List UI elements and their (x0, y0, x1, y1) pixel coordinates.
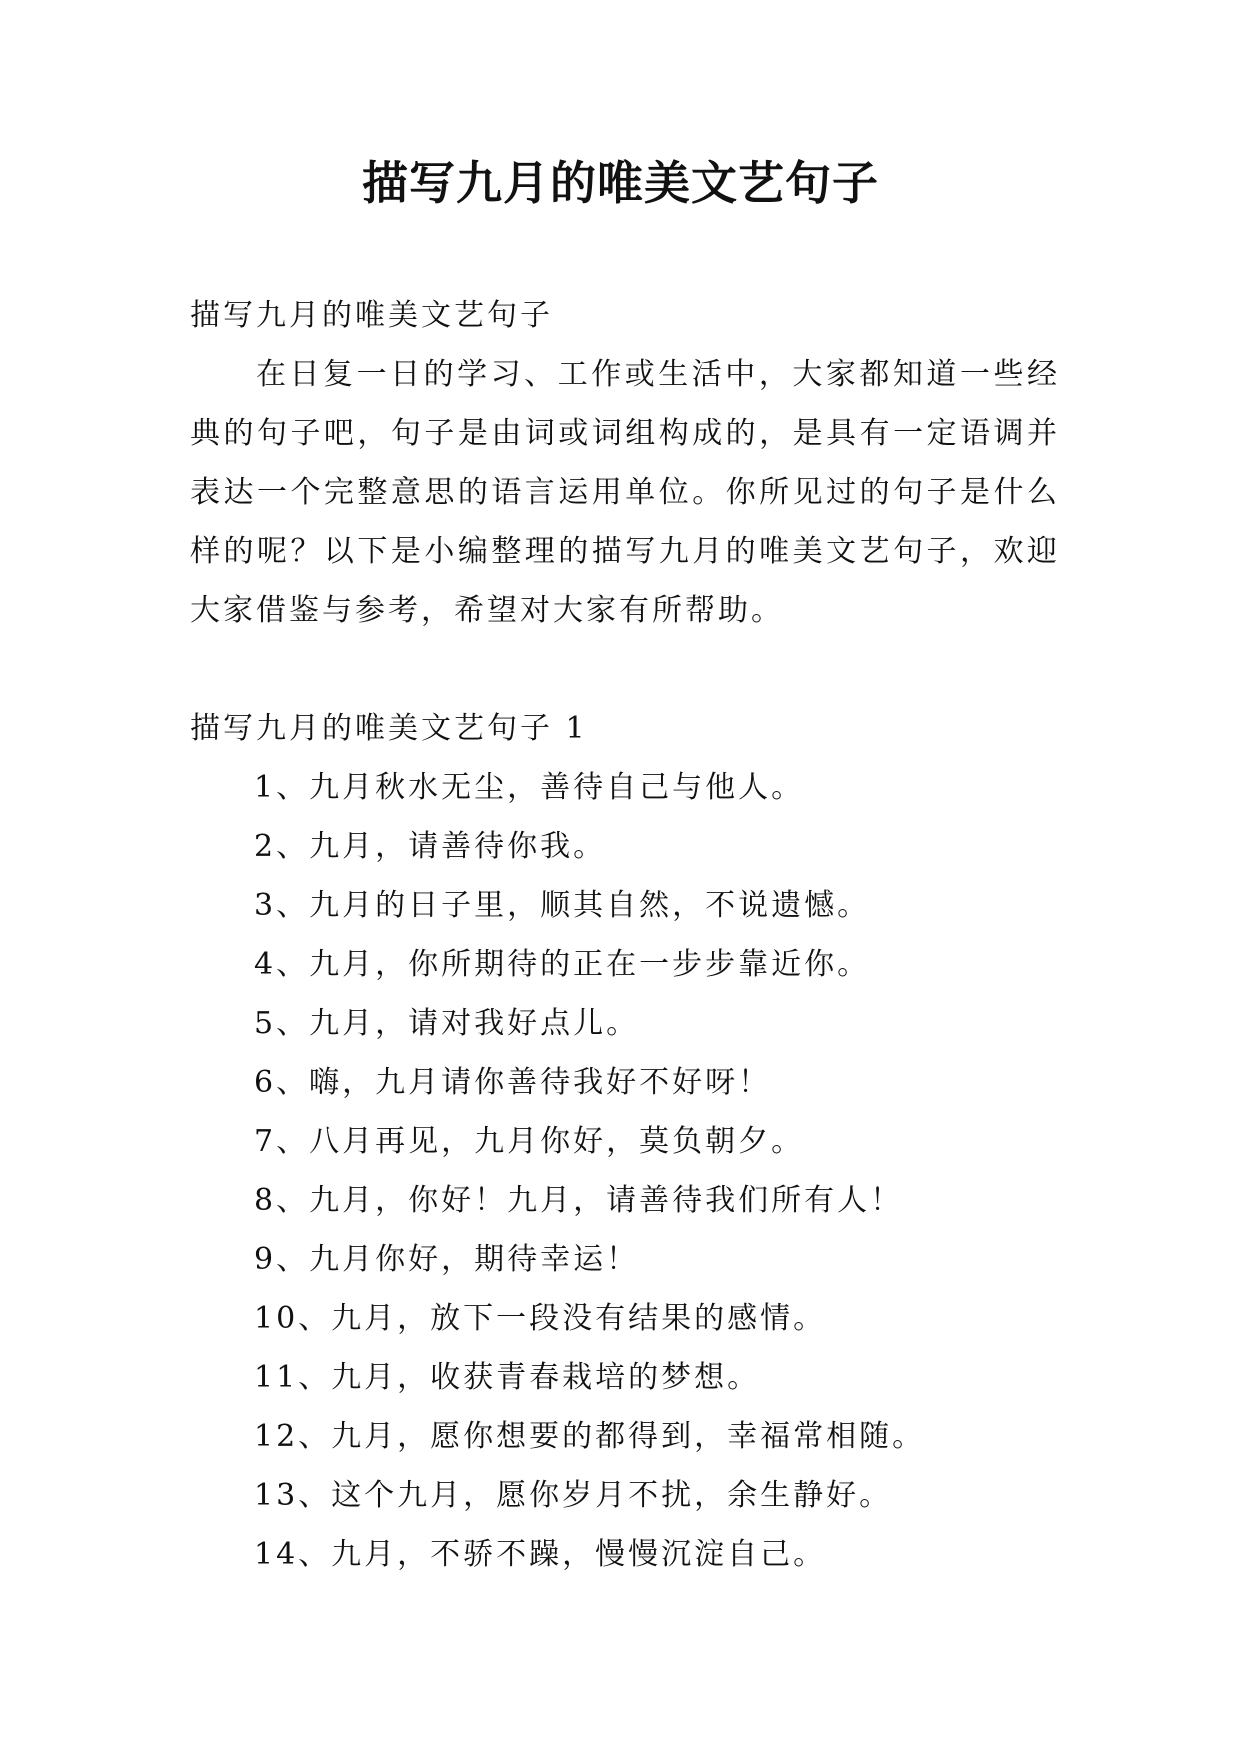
subtitle-heading: 描写九月的唯美文艺句子 (190, 298, 553, 333)
list-item: 2、九月，请善待你我。 (254, 829, 607, 864)
list-item: 7、八月再见，九月你好，莫负朝夕。 (254, 1124, 805, 1159)
list-item: 1、九月秋水无尘，善待自己与他人。 (254, 770, 805, 805)
list-item: 11、九月，收获青春栽培的梦想。 (254, 1360, 761, 1395)
section-heading: 描写九月的唯美文艺句子 1 (190, 711, 588, 746)
list-item: 13、这个九月，愿你岁月不扰，余生静好。 (254, 1478, 893, 1513)
list-item: 14、九月，不骄不躁，慢慢沉淀自己。 (254, 1537, 827, 1572)
intro-paragraph: 在日复一日的学习、工作或生活中，大家都知道一些经典的句子吧，句子是由词或词组构成的，是具有一定语调并表达一个完整意思的语言运用单位。你所见过的句子是什么样的呢？以下是小编整理的描写九月的唯美文艺句子，欢迎大家借鉴与参考，希望对大家有所帮助。 (190, 357, 1060, 628)
list-item: 10、九月，放下一段没有结果的感情。 (254, 1301, 827, 1336)
list-item: 9、九月你好，期待幸运！ (254, 1242, 640, 1277)
list-item: 3、九月的日子里，顺其自然，不说遗憾。 (254, 888, 871, 923)
list-item: 5、九月，请对我好点儿。 (254, 1006, 640, 1041)
list-item: 12、九月，愿你想要的都得到，幸福常相随。 (254, 1419, 926, 1454)
document-title: 描写九月的唯美文艺句子 (362, 156, 879, 210)
document-body (190, 286, 1060, 1584)
list-item: 6、嗨，九月请你善待我好不好呀！ (254, 1065, 772, 1100)
list-item: 8、九月，你好！九月，请善待我们所有人！ (254, 1183, 904, 1218)
sentence-list (190, 758, 1060, 1584)
list-item: 4、九月，你所期待的正在一步步靠近你。 (254, 947, 871, 982)
